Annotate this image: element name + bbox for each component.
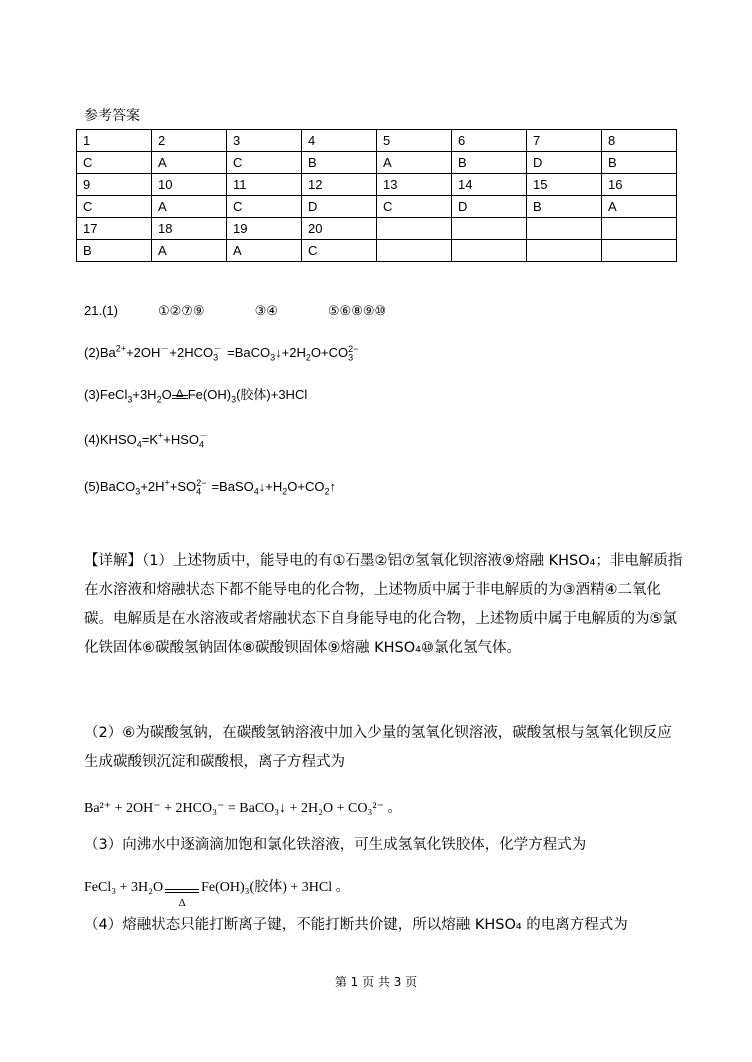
table-cell: 11 [227,174,302,196]
heat-delta-icon: Δ [176,388,184,400]
table-row [77,240,677,262]
table-cell: 13 [377,174,452,196]
table-cell: 19 [227,218,302,240]
table-cell: 3 [227,130,302,152]
table-cell: 20 [302,218,377,240]
table-cell: D [527,152,602,174]
answer-table [76,129,677,262]
table-cell: A [152,240,227,262]
table-cell: C [227,196,302,218]
table-cell: 16 [602,174,677,196]
table-cell: 12 [302,174,377,196]
table-cell [602,240,677,262]
table-cell: C [77,152,152,174]
table-cell [527,240,602,262]
table-cell: D [302,196,377,218]
table-cell [377,240,452,262]
table-cell [452,240,527,262]
page-footer: 第 1 页 共 3 页 [334,975,418,989]
table-row [77,196,677,218]
q21-group-conductors: ①②⑦⑨ [157,303,205,318]
table-cell: B [302,152,377,174]
table-cell: 15 [527,174,602,196]
table-cell [602,218,677,240]
table-cell: C [77,196,152,218]
table-cell: 5 [377,130,452,152]
table-cell: 1 [77,130,152,152]
table-cell: 7 [527,130,602,152]
table-cell: A [377,152,452,174]
table-cell: A [152,152,227,174]
table-cell: D [452,196,527,218]
table-cell: C [227,152,302,174]
detail-paragraph-4: （4）熔融状态只能打断离子键，不能打断共价键，所以熔融 KHSO₄ 的电离方程式为 [84,917,628,933]
table-cell: 8 [602,130,677,152]
table-cell [377,218,452,240]
table-row [77,218,677,240]
table-cell: B [602,152,677,174]
answer-4-equation: $(4)KHSO_4=K^++HSO_4^-$ [84,430,209,450]
table-cell: 6 [452,130,527,152]
q21-group-nonelectrolytes: ③④ [254,303,278,318]
table-cell: 2 [152,130,227,152]
detail-paragraph-2: （2）⑥为碳酸氢钠，在碳酸氢钠溶液中加入少量的氢氧化钡溶液，碳酸氢根与氢氧化钡反应生成碳酸钡沉淀和碳酸根，离子方程式为 [84,725,672,770]
table-cell: A [227,240,302,262]
table-cell: B [452,152,527,174]
q21-number: 21.(1) [84,303,118,318]
q21-group-electrolytes: ⑤⑥⑧⑨⑩ [327,303,387,318]
table-cell: A [602,196,677,218]
answer-5-equation: $(5)BaCO_3+2H^++SO_4^{2-}$ $=BaSO_4↓+H_2O+CO_2↑$ [84,477,336,497]
table-cell: 4 [302,130,377,152]
detail-equation-3: FeCl₃ + 3H₂O Δ Fe(OH)₃(胶体) + 3HCl 。 [84,880,350,909]
table-row [77,174,677,196]
table-cell: 9 [77,174,152,196]
detail-equation-2: Ba²⁺ + 2OH⁻ + 2HCO₃⁻ = BaCO₃↓ + 2H₂O + CO₃²⁻ 。 [84,801,402,816]
table-cell: A [152,196,227,218]
table-cell: B [77,240,152,262]
table-cell [527,218,602,240]
table-cell: 17 [77,218,152,240]
table-cell: 14 [452,174,527,196]
table-row [77,130,677,152]
q21-part1 [84,302,386,320]
heat-delta-icon: Δ [178,897,186,909]
table-row [77,152,677,174]
answer-3-equation: $(3)FeCl_3+3H_2O$ Δ $Fe(OH)_3$(胶体)+3HCl [84,387,308,405]
table-cell: 18 [152,218,227,240]
detail-paragraph-3: （3）向沸水中逐滴滴加饱和氯化铁溶液，可生成氢氧化铁胶体，化学方程式为 [84,837,587,853]
table-cell [452,218,527,240]
answer-2-equation: $(2)Ba^{2+}+2OH^-+2HCO_3^-$ $=BaCO_3↓+2H_2O+CO_3^{2-}$ [84,343,359,363]
table-cell: B [527,196,602,218]
table-cell: 10 [152,174,227,196]
detail-paragraph-1: 【详解】（1）上述物质中，能导电的有①石墨②铝⑦氢氧化钡溶液⑨熔融 KHSO₄；非电解质指在水溶液和熔融状态下都不能导电的化合物，上述物质中属于非电解质的为③酒精④二氧化碳。电解质是在水溶液或者熔融状态下自身能导电的化合物，上述物质中属于电解质的为⑤氯化铁固体⑥碳酸氢钠固体⑧碳酸钡固体⑨熔融 KHSO₄⑩氯化氢气体。 [84,553,683,656]
answer-title: 参考答案 [84,108,140,124]
table-cell: C [302,240,377,262]
table-cell: C [377,196,452,218]
